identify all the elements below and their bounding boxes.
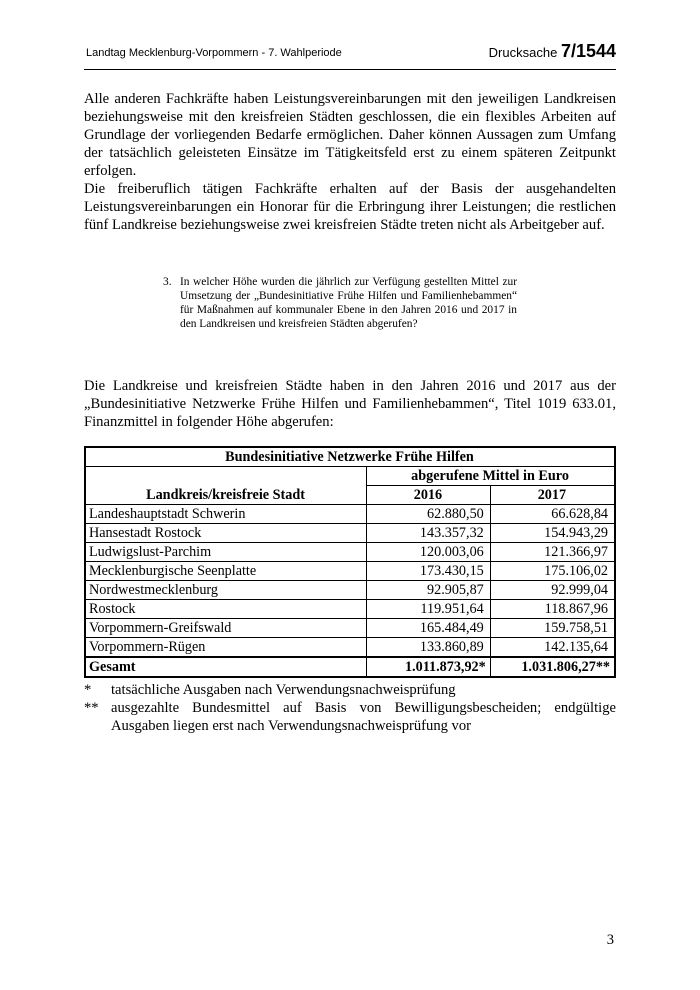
table-cell-district: Nordwestmecklenburg [85, 581, 367, 600]
column-header-2017: 2017 [490, 486, 615, 505]
question-number: 3. [163, 276, 172, 288]
header-doc-label: Drucksache [488, 45, 558, 60]
table-cell-2017: 159.758,51 [490, 619, 615, 638]
footnote-1 [84, 681, 616, 699]
table-cell-2016: 62.880,50 [367, 505, 491, 524]
table-cell-2016: 92.905,87 [367, 581, 491, 600]
table-cell-district: Vorpommern-Rügen [85, 638, 367, 658]
table-cell-district: Mecklenburgische Seenplatte [85, 562, 367, 581]
paragraph-1: Alle anderen Fachkräfte haben Leistungsvereinbarungen mit den jeweiligen Landkreisen beziehungsweise mit den kreisfreien Städten geschlossen, die ein flexibles Arbeiten auf Grundlage der vorliegenden Bedarfe ermöglichen. Daher können Aussagen zum Umfang der tatsächlich geleisteten Einsätze im Tätigkeitsfeld erst zu einem späteren Zeitpunkt erfolgen. [84, 91, 616, 179]
table-row [85, 600, 615, 619]
footnote-2-mark: ** [84, 700, 99, 716]
table-header-row [85, 467, 615, 486]
table-cell-district: Ludwigslust-Parchim [85, 543, 367, 562]
column-header-2016: 2016 [367, 486, 491, 505]
table-row [85, 505, 615, 524]
table-row [85, 638, 615, 658]
table-total-row [85, 657, 615, 677]
question-block [163, 275, 517, 331]
header-parliament-label: Landtag Mecklenburg-Vorpommern - 7. Wahlperiode [86, 47, 342, 59]
table-title: Bundesinitiative Netzwerke Frühe Hilfen [85, 447, 615, 467]
total-label: Gesamt [85, 657, 367, 677]
answer-intro: Die Landkreise und kreisfreien Städte haben in den Jahren 2016 und 2017 aus der „Bundesinitiative Netzwerke Frühe Hilfen und Familienhebammen“, Titel 1019 633.01, Finanzmittel in folgender Höhe abgerufen: [84, 378, 616, 430]
table-cell-2016: 133.860,89 [367, 638, 491, 658]
table-cell-2016: 173.430,15 [367, 562, 491, 581]
table-cell-2017: 142.135,64 [490, 638, 615, 658]
header-document-id [489, 41, 616, 62]
total-2016: 1.011.873,92* [367, 657, 491, 677]
table-cell-2016: 165.484,49 [367, 619, 491, 638]
table-row [85, 562, 615, 581]
table-row [85, 619, 615, 638]
table-cell-2017: 66.628,84 [490, 505, 615, 524]
footnote-2 [84, 699, 616, 735]
table-title-row [85, 447, 615, 467]
header-rule [84, 69, 616, 70]
table-cell-2017: 121.366,97 [490, 543, 615, 562]
paragraph-2: Die freiberuflich tätigen Fachkräfte erhalten auf der Basis der ausgehandelten Leistungsvereinbarungen ein Honorar für die Erbringung ihrer Leistungen; die restlichen fünf Landkreise beziehungsweise zwei kreisfreien Städte treten nicht als Arbeitgeber auf. [84, 181, 616, 233]
footnote-1-mark: * [84, 682, 92, 698]
column-group-header: abgerufene Mittel in Euro [367, 467, 615, 486]
table-body [85, 505, 615, 658]
table-cell-district: Hansestadt Rostock [85, 524, 367, 543]
header-doc-number: 7/1544 [560, 41, 616, 61]
table-row [85, 524, 615, 543]
table-row [85, 581, 615, 600]
table-cell-2017: 92.999,04 [490, 581, 615, 600]
funding-table [84, 446, 616, 678]
table-cell-district: Rostock [85, 600, 367, 619]
footnote-1-text: tatsächliche Ausgaben nach Verwendungsnachweisprüfung [111, 682, 456, 698]
footnotes [84, 681, 616, 735]
page-number: 3 [606, 932, 614, 948]
table-cell-2016: 120.003,06 [367, 543, 491, 562]
question-text: In welcher Höhe wurden die jährlich zur Verfügung gestellten Mittel zur Umsetzung der „Bundesinitiative Frühe Hilfen und Familienhebammen“ für Maßnahmen auf kommunaler Ebene in den Jahren 2016 und 2017 in den Landkreisen und kreisfreien Städten abgerufen? [180, 276, 517, 330]
table-cell-2017: 118.867,96 [490, 600, 615, 619]
footnote-2-text: ausgezahlte Bundesmittel auf Basis von Bewilligungsbescheiden; endgültige Ausgaben liegen erst nach Verwendungsnachweisprüfung vor [111, 700, 616, 734]
table-cell-2017: 175.106,02 [490, 562, 615, 581]
column-header-district: Landkreis/kreisfreie Stadt [85, 467, 367, 505]
table-row [85, 543, 615, 562]
table-cell-district: Landeshauptstadt Schwerin [85, 505, 367, 524]
total-2017: 1.031.806,27** [490, 657, 615, 677]
table-cell-district: Vorpommern-Greifswald [85, 619, 367, 638]
table-cell-2016: 119.951,64 [367, 600, 491, 619]
table-cell-2016: 143.357,32 [367, 524, 491, 543]
table-cell-2017: 154.943,29 [490, 524, 615, 543]
